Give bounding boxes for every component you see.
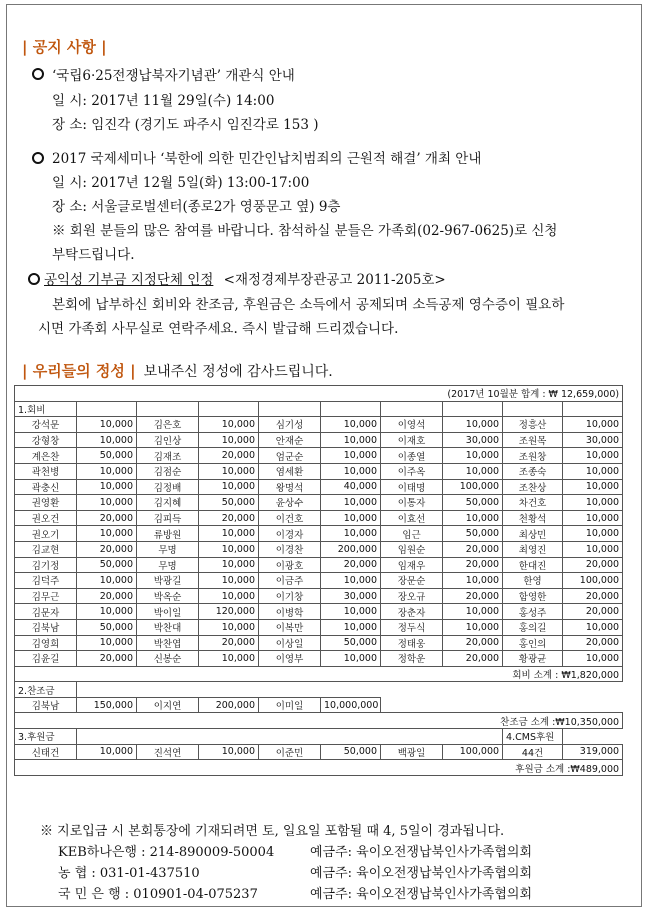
donor-name: 한대진	[503, 557, 563, 573]
donor-name: 이경찬	[259, 541, 321, 557]
support-label: 3.후원금	[15, 729, 77, 745]
donor-amount: 10,000	[563, 651, 623, 667]
donor-name: 김기정	[15, 557, 77, 573]
donor-name: 윤상수	[259, 495, 321, 511]
donor-amount: 50,000	[77, 557, 137, 573]
donor-name: 조종숙	[503, 463, 563, 479]
donor-name: 이기창	[259, 588, 321, 604]
donor-name: 이지연	[137, 697, 199, 713]
donor-name: 백광일	[381, 744, 443, 760]
donor-amount: 10,000	[443, 510, 503, 526]
donor-name: 차건호	[503, 495, 563, 511]
table-row	[15, 651, 623, 667]
table-row	[15, 682, 623, 698]
table-row	[15, 448, 623, 464]
table-row	[15, 760, 623, 776]
donor-name: 김피득	[137, 510, 199, 526]
donation-table	[14, 385, 623, 776]
donor-amount: 20,000	[77, 541, 137, 557]
donor-name: 이병학	[259, 604, 321, 620]
donor-amount: 10,000	[77, 635, 137, 651]
donor-amount: 10,000	[199, 651, 259, 667]
donor-name: 장오규	[381, 588, 443, 604]
donor-name: 김인상	[137, 432, 199, 448]
donor-name: 무명	[137, 557, 199, 573]
table-row	[15, 495, 623, 511]
donor-name: 조원창	[503, 448, 563, 464]
table-row	[15, 666, 623, 682]
sponsor-subtotal: 찬조금 소계 :₩10,350,000	[15, 713, 623, 729]
table-row	[15, 386, 623, 402]
donor-amount: 30,000	[563, 432, 623, 448]
donor-name: 강형창	[15, 432, 77, 448]
table-row	[15, 619, 623, 635]
table-row	[15, 604, 623, 620]
donor-amount: 10,000	[321, 417, 381, 433]
donor-amount: 20,000	[199, 448, 259, 464]
donor-name: 이태명	[381, 479, 443, 495]
donor-amount: 40,000	[321, 479, 381, 495]
donor-name: 김윤길	[15, 651, 77, 667]
donor-amount: 200,000	[199, 697, 259, 713]
donor-name: 정태웅	[381, 635, 443, 651]
donor-name: 이상일	[259, 635, 321, 651]
donor-amount: 10,000	[199, 541, 259, 557]
donor-name: 이효선	[381, 510, 443, 526]
donor-name: 왕명석	[259, 479, 321, 495]
donor-amount: 100,000	[563, 573, 623, 589]
donor-name: 안재순	[259, 432, 321, 448]
donor-name: 이경자	[259, 526, 321, 542]
donor-name: 엄군순	[259, 448, 321, 464]
support-subtotal: 후원금 소계 :₩489,000	[15, 760, 623, 776]
membership-subtotal: 회비 소계 : ₩1,820,000	[15, 666, 623, 682]
donor-name: 한영	[503, 573, 563, 589]
donor-amount: 10,000	[563, 448, 623, 464]
donor-amount: 20,000	[199, 635, 259, 651]
donor-name: 박광길	[137, 573, 199, 589]
donor-name: 김지혜	[137, 495, 199, 511]
donor-name: 심기성	[259, 417, 321, 433]
donor-amount: 10,000	[199, 744, 259, 760]
table-row	[15, 635, 623, 651]
donor-amount: 10,000	[443, 619, 503, 635]
donor-amount: 10,000	[77, 417, 137, 433]
donor-name: 임재우	[381, 557, 443, 573]
donor-name: 이준민	[259, 744, 321, 760]
donor-amount: 10,000	[321, 651, 381, 667]
donor-name: 이금주	[259, 573, 321, 589]
donor-amount: 10,000	[443, 604, 503, 620]
donor-amount: 10,000	[199, 557, 259, 573]
donor-amount: 10,000	[199, 417, 259, 433]
donor-name: 정흥산	[503, 417, 563, 433]
donor-amount: 10,000	[77, 573, 137, 589]
notice-item1-place: 장 소: 임진각 (경기도 파주시 임진각로 153 )	[52, 117, 319, 133]
donor-name: 최상민	[503, 526, 563, 542]
total-amount: (2017년 10월분 합계 : ₩ 12,659,000)	[443, 386, 623, 402]
donor-amount: 10,000	[321, 510, 381, 526]
donor-name: 이영부	[259, 651, 321, 667]
donor-name: 김재조	[137, 448, 199, 464]
donor-amount: 20,000	[321, 557, 381, 573]
notice-item2-title: 2017 국제세미나 ‘북한에 의한 민간인납치범죄의 근원적 해결’ 개최 안내	[52, 151, 482, 167]
notice-title: | 공지 사항 |	[22, 38, 107, 56]
cms-label: 4.CMS후원	[503, 729, 563, 745]
donor-amount: 10,000	[321, 463, 381, 479]
donor-amount: 10,000	[563, 510, 623, 526]
donor-amount: 10,000	[563, 479, 623, 495]
donor-name: 김영희	[15, 635, 77, 651]
donor-amount: 10,000	[443, 417, 503, 433]
donor-amount: 20,000	[563, 557, 623, 573]
donor-name: 김교현	[15, 541, 77, 557]
donor-amount: 50,000	[443, 526, 503, 542]
donor-name: 김북남	[15, 619, 77, 635]
donor-amount: 10,000	[77, 479, 137, 495]
donor-amount: 10,000	[321, 432, 381, 448]
bank-account-3: 국 민 은 행 : 010901-04-075237	[58, 887, 258, 902]
notice-item2-place: 장 소: 서울글로벌센터(종로2가 영풍문고 옆) 9층	[52, 199, 341, 215]
donor-amount: 10,000	[321, 619, 381, 635]
bullet-icon	[28, 273, 40, 285]
donor-amount: 20,000	[443, 541, 503, 557]
notice-item3-body: 본회에 납부하신 회비와 찬조금, 후원금은 소득에서 공제되며 소득공제 영수증이 필요하	[52, 297, 565, 313]
donor-name: 박찬엽	[137, 635, 199, 651]
donor-amount: 10,000	[563, 619, 623, 635]
table-row	[15, 479, 623, 495]
donor-name: 김문자	[15, 604, 77, 620]
donor-amount: 10,000	[321, 604, 381, 620]
membership-label: 1.회비	[15, 401, 77, 417]
sponsor-label: 2.찬조금	[15, 682, 77, 698]
donor-amount: 10,000	[563, 463, 623, 479]
donor-name: 무명	[137, 541, 199, 557]
donor-amount: 10,000	[321, 448, 381, 464]
donor-name: 이복만	[259, 619, 321, 635]
donor-amount: 10,000	[77, 526, 137, 542]
donor-amount: 10,000	[199, 588, 259, 604]
donor-name: 김정배	[137, 479, 199, 495]
donor-amount: 20,000	[563, 635, 623, 651]
donor-name: 염세환	[259, 463, 321, 479]
donor-name: 장문순	[381, 573, 443, 589]
table-row	[15, 744, 623, 760]
donor-name: 이건호	[259, 510, 321, 526]
notice-item2-note: ※ 회원 분들의 많은 참여를 바랍니다. 참석하실 분들은 가족회(02-967-0625)로 신청	[52, 223, 558, 239]
table-row	[15, 588, 623, 604]
donor-amount: 10,000,000	[321, 697, 381, 713]
donor-amount: 10,000	[563, 526, 623, 542]
donor-name: 곽충신	[15, 479, 77, 495]
donor-amount: 10,000	[321, 573, 381, 589]
donor-amount: 10,000	[77, 744, 137, 760]
donor-amount: 20,000	[77, 588, 137, 604]
donor-name: 조원목	[503, 432, 563, 448]
donations-subtitle: 보내주신 정성에 감사드립니다.	[143, 364, 333, 380]
bank-holder-2: 예금주: 육이오전쟁납북인사가족협의회	[310, 866, 532, 881]
donor-amount: 10,000	[199, 463, 259, 479]
donor-amount: 10,000	[199, 526, 259, 542]
table-row	[15, 573, 623, 589]
table-row	[15, 697, 623, 713]
bank-holder-3: 예금주: 육이오전쟁납북인사가족협의회	[310, 887, 532, 902]
donations-heading: | 우리들의 정성 |	[22, 362, 136, 380]
donor-name: 천황석	[503, 510, 563, 526]
footer-note: ※ 지로입금 시 본회통장에 기재되려면 토, 일요일 포함될 때 4, 5일이 경과됩니다.	[40, 824, 505, 839]
donor-amount: 20,000	[77, 510, 137, 526]
donor-amount: 10,000	[443, 573, 503, 589]
donor-amount: 10,000	[77, 432, 137, 448]
donor-name: 김점순	[137, 463, 199, 479]
donor-name: 홍성주	[503, 604, 563, 620]
donor-amount: 50,000	[77, 448, 137, 464]
notice-item1-date: 일 시: 2017년 11월 29일(수) 14:00	[52, 93, 275, 109]
donor-name: 김은호	[137, 417, 199, 433]
donor-name: 이광호	[259, 557, 321, 573]
donor-name: 이종열	[381, 448, 443, 464]
donor-name: 권오건	[15, 510, 77, 526]
donor-amount: 10,000	[199, 573, 259, 589]
donor-amount: 10,000	[563, 495, 623, 511]
donor-amount: 100,000	[443, 479, 503, 495]
donor-name: 이통자	[381, 495, 443, 511]
donor-name: 곽천병	[15, 463, 77, 479]
donor-name: 류방원	[137, 526, 199, 542]
bullet-icon	[32, 68, 44, 80]
donor-amount: 20,000	[77, 651, 137, 667]
donor-name: 이재호	[381, 432, 443, 448]
donor-amount: 10,000	[443, 448, 503, 464]
donor-amount: 20,000	[563, 604, 623, 620]
donor-name: 강석문	[15, 417, 77, 433]
donor-name: 44건	[503, 744, 563, 760]
donor-name: 임근	[381, 526, 443, 542]
notice-item3-ref: <재정경제부장관공고 2011-205호>	[223, 272, 446, 288]
donor-amount: 319,000	[563, 744, 623, 760]
donor-name: 김북남	[15, 697, 77, 713]
table-row	[15, 526, 623, 542]
donor-name: 진석연	[137, 744, 199, 760]
donor-amount: 20,000	[443, 635, 503, 651]
donor-amount: 10,000	[563, 541, 623, 557]
donor-name: 신봉순	[137, 651, 199, 667]
donor-name: 박옥순	[137, 588, 199, 604]
donor-amount: 50,000	[321, 744, 381, 760]
donor-name: 홍인의	[503, 635, 563, 651]
table-row	[15, 729, 623, 745]
table-row	[15, 432, 623, 448]
donor-name: 박찬대	[137, 619, 199, 635]
donor-amount: 150,000	[77, 697, 137, 713]
donor-name: 정두식	[381, 619, 443, 635]
notice-item2-note-cont: 부탁드립니다.	[52, 247, 135, 263]
table-row	[15, 557, 623, 573]
donor-amount: 10,000	[199, 619, 259, 635]
bank-account-2: 농 협 : 031-01-437510	[58, 866, 200, 881]
donor-amount: 10,000	[77, 604, 137, 620]
donor-amount: 10,000	[563, 417, 623, 433]
donor-name: 함영한	[503, 588, 563, 604]
donor-name: 임원순	[381, 541, 443, 557]
donor-name: 장춘자	[381, 604, 443, 620]
donor-amount: 50,000	[321, 635, 381, 651]
donor-name: 황광균	[503, 651, 563, 667]
donor-amount: 50,000	[77, 619, 137, 635]
donor-name: 조찬상	[503, 479, 563, 495]
table-row	[15, 510, 623, 526]
donor-name: 최영진	[503, 541, 563, 557]
donor-amount: 10,000	[443, 463, 503, 479]
donor-amount: 50,000	[199, 495, 259, 511]
bank-account-1: KEB하나은행 : 214-890009-50004	[58, 845, 275, 860]
donor-name: 정학운	[381, 651, 443, 667]
donor-name: 김무근	[15, 588, 77, 604]
donor-name: 이미일	[259, 697, 321, 713]
donor-amount: 20,000	[563, 588, 623, 604]
donor-name: 신태건	[15, 744, 77, 760]
donor-amount: 20,000	[443, 588, 503, 604]
table-row	[15, 417, 623, 433]
donor-name: 홍의길	[503, 619, 563, 635]
donor-amount: 10,000	[321, 526, 381, 542]
donor-amount: 20,000	[443, 651, 503, 667]
bank-holder-1: 예금주: 육이오전쟁납북인사가족협의회	[310, 845, 532, 860]
donor-amount: 200,000	[321, 541, 381, 557]
donor-name: 박이일	[137, 604, 199, 620]
donor-amount: 20,000	[443, 557, 503, 573]
donor-amount: 120,000	[199, 604, 259, 620]
notice-item1-title: ‘국립6·25전쟁납북자기념관’ 개관식 안내	[52, 68, 295, 84]
notice-item3-body-cont: 시면 가족회 사무실로 연락주세요. 즉시 발급해 드리겠습니다.	[38, 321, 399, 337]
donor-name: 김덕주	[15, 573, 77, 589]
donor-name: 권오기	[15, 526, 77, 542]
table-row	[15, 541, 623, 557]
table-row	[15, 463, 623, 479]
table-row	[15, 401, 623, 417]
donor-name: 권영환	[15, 495, 77, 511]
donor-amount: 10,000	[77, 495, 137, 511]
donor-amount: 10,000	[77, 463, 137, 479]
notice-item3-title: 공익성 기부금 지정단체 인정	[44, 272, 214, 288]
donor-name: 계은찬	[15, 448, 77, 464]
donor-amount: 50,000	[443, 495, 503, 511]
donor-amount: 100,000	[443, 744, 503, 760]
donor-name: 이영석	[381, 417, 443, 433]
table-row	[15, 713, 623, 729]
donor-amount: 10,000	[321, 495, 381, 511]
donations-title	[22, 360, 333, 381]
donor-amount: 20,000	[199, 510, 259, 526]
donor-name: 이주옥	[381, 463, 443, 479]
donor-amount: 30,000	[321, 588, 381, 604]
donor-amount: 10,000	[199, 432, 259, 448]
donor-amount: 30,000	[443, 432, 503, 448]
bullet-icon	[32, 152, 44, 164]
donor-amount: 10,000	[199, 479, 259, 495]
notice-item2-date: 일 시: 2017년 12월 5일(화) 13:00-17:00	[52, 175, 310, 191]
